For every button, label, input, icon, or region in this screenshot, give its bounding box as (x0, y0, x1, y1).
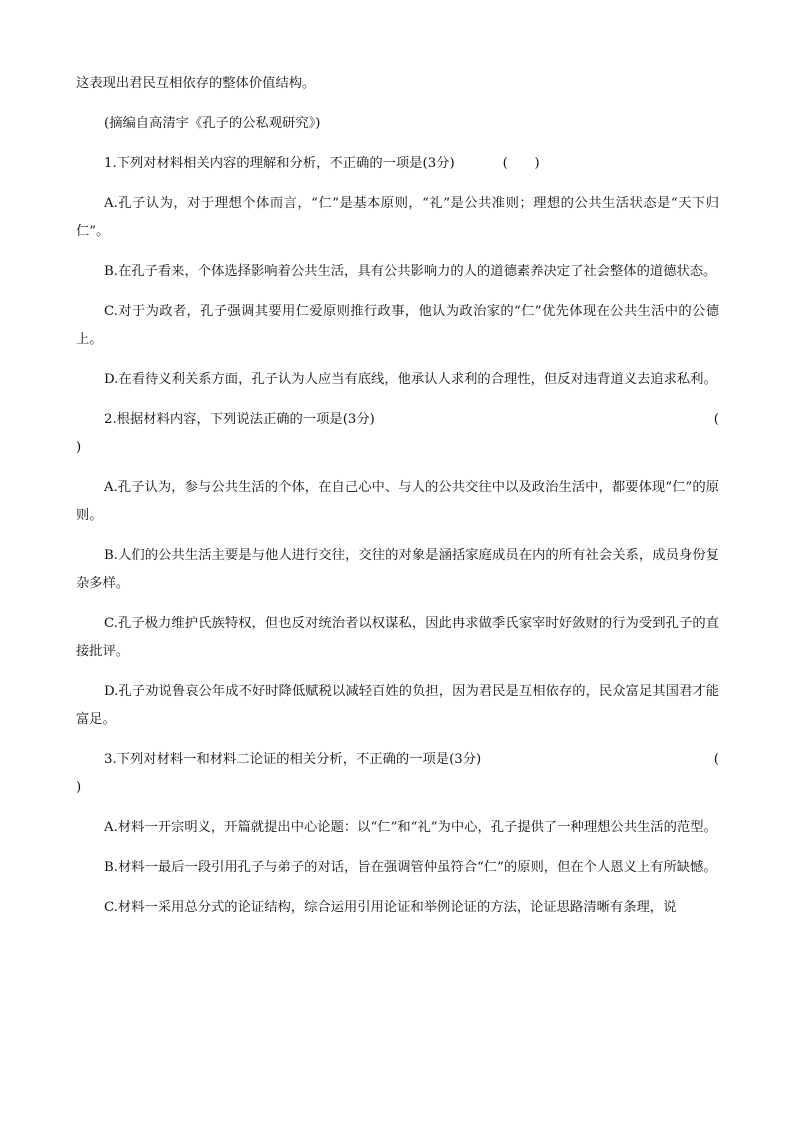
question-1-stem: 1.下列对材料相关内容的理解和分析，不正确的一项是(3分) (104, 156, 455, 171)
question-2-option-b: B.人们的公共生活主要是与他人进行交往，交往的对象是涵括家庭成员在内的所有社会关系，成员身份复杂多样。 (76, 548, 719, 591)
question-2-paren-open: ( (713, 412, 719, 427)
question-1-option-d: D.在看待义利关系方面，孔子认为人应当有底线，他承认人求利的合理性，但反对违背道义去追求私利。 (104, 372, 717, 387)
question-3-stem: 3.下列对材料一和材料二论证的相关分析，不正确的一项是(3分) (104, 752, 482, 767)
question-3-paren-close: ) (76, 780, 82, 795)
question-2-option-c: C.孔子极力维护氏族特权，但也反对统治者以权谋私，因此冉求做季氏家宰时好敛财的行为受到孔子的直接批评。 (76, 616, 719, 659)
question-3-paren-open: ( (713, 752, 719, 767)
question-2-stem: 2.根据材料内容，下列说法正确的一项是(3分) (104, 412, 375, 427)
question-3-option-c: C.材料一采用总分式的论证结构，综合运用引用论证和举例论证的方法，论证思路清晰有条理，说 (104, 900, 677, 915)
question-1-stem-row (76, 150, 719, 178)
question-3-option-a: A.材料一开宗明义，开篇就提出中心论题：以“仁”和“礼”为中心，孔子提供了一种理想公共生活的范型。 (104, 820, 717, 835)
question-1-option-a: A.孔子认为，对于理想个体而言，“仁”是基本原则，“礼”是公共准则；理想的公共生活状态是“天下归仁”。 (76, 196, 719, 239)
question-2-stem-row (76, 406, 719, 434)
question-1-option-c: C.对于为政者，孔子强调其要用仁爱原则推行政事，他认为政治家的“仁”优先体现在公共生活中的公德上。 (76, 304, 719, 347)
question-3-stem-row (76, 746, 719, 774)
source-citation: (摘编自高清宇《孔子的公私观研究》) (104, 116, 321, 131)
document-page (76, 70, 719, 922)
question-2-paren-close: ) (76, 440, 82, 455)
question-1-answer-paren: ( ) (502, 156, 540, 171)
question-2-option-a: A.孔子认为，参与公共生活的个体，在自己心中、与人的公共交往中以及政治生活中，都要体现“仁”的原则。 (76, 480, 719, 523)
intro-line: 这表现出君民互相依存的整体价值结构。 (76, 76, 316, 91)
question-3-option-b: B.材料一最后一段引用孔子与弟子的对话，旨在强调管仲虽符合“仁”的原则，但在个人恩义上有所缺憾。 (104, 860, 717, 875)
question-2-option-d: D.孔子劝说鲁哀公年成不好时降低赋税以减轻百姓的负担，因为君民是互相依存的，民众富足其国君才能富足。 (76, 684, 719, 727)
question-1-option-b: B.在孔子看来，个体选择影响着公共生活，具有公共影响力的人的道德素养决定了社会整体的道德状态。 (104, 264, 717, 279)
